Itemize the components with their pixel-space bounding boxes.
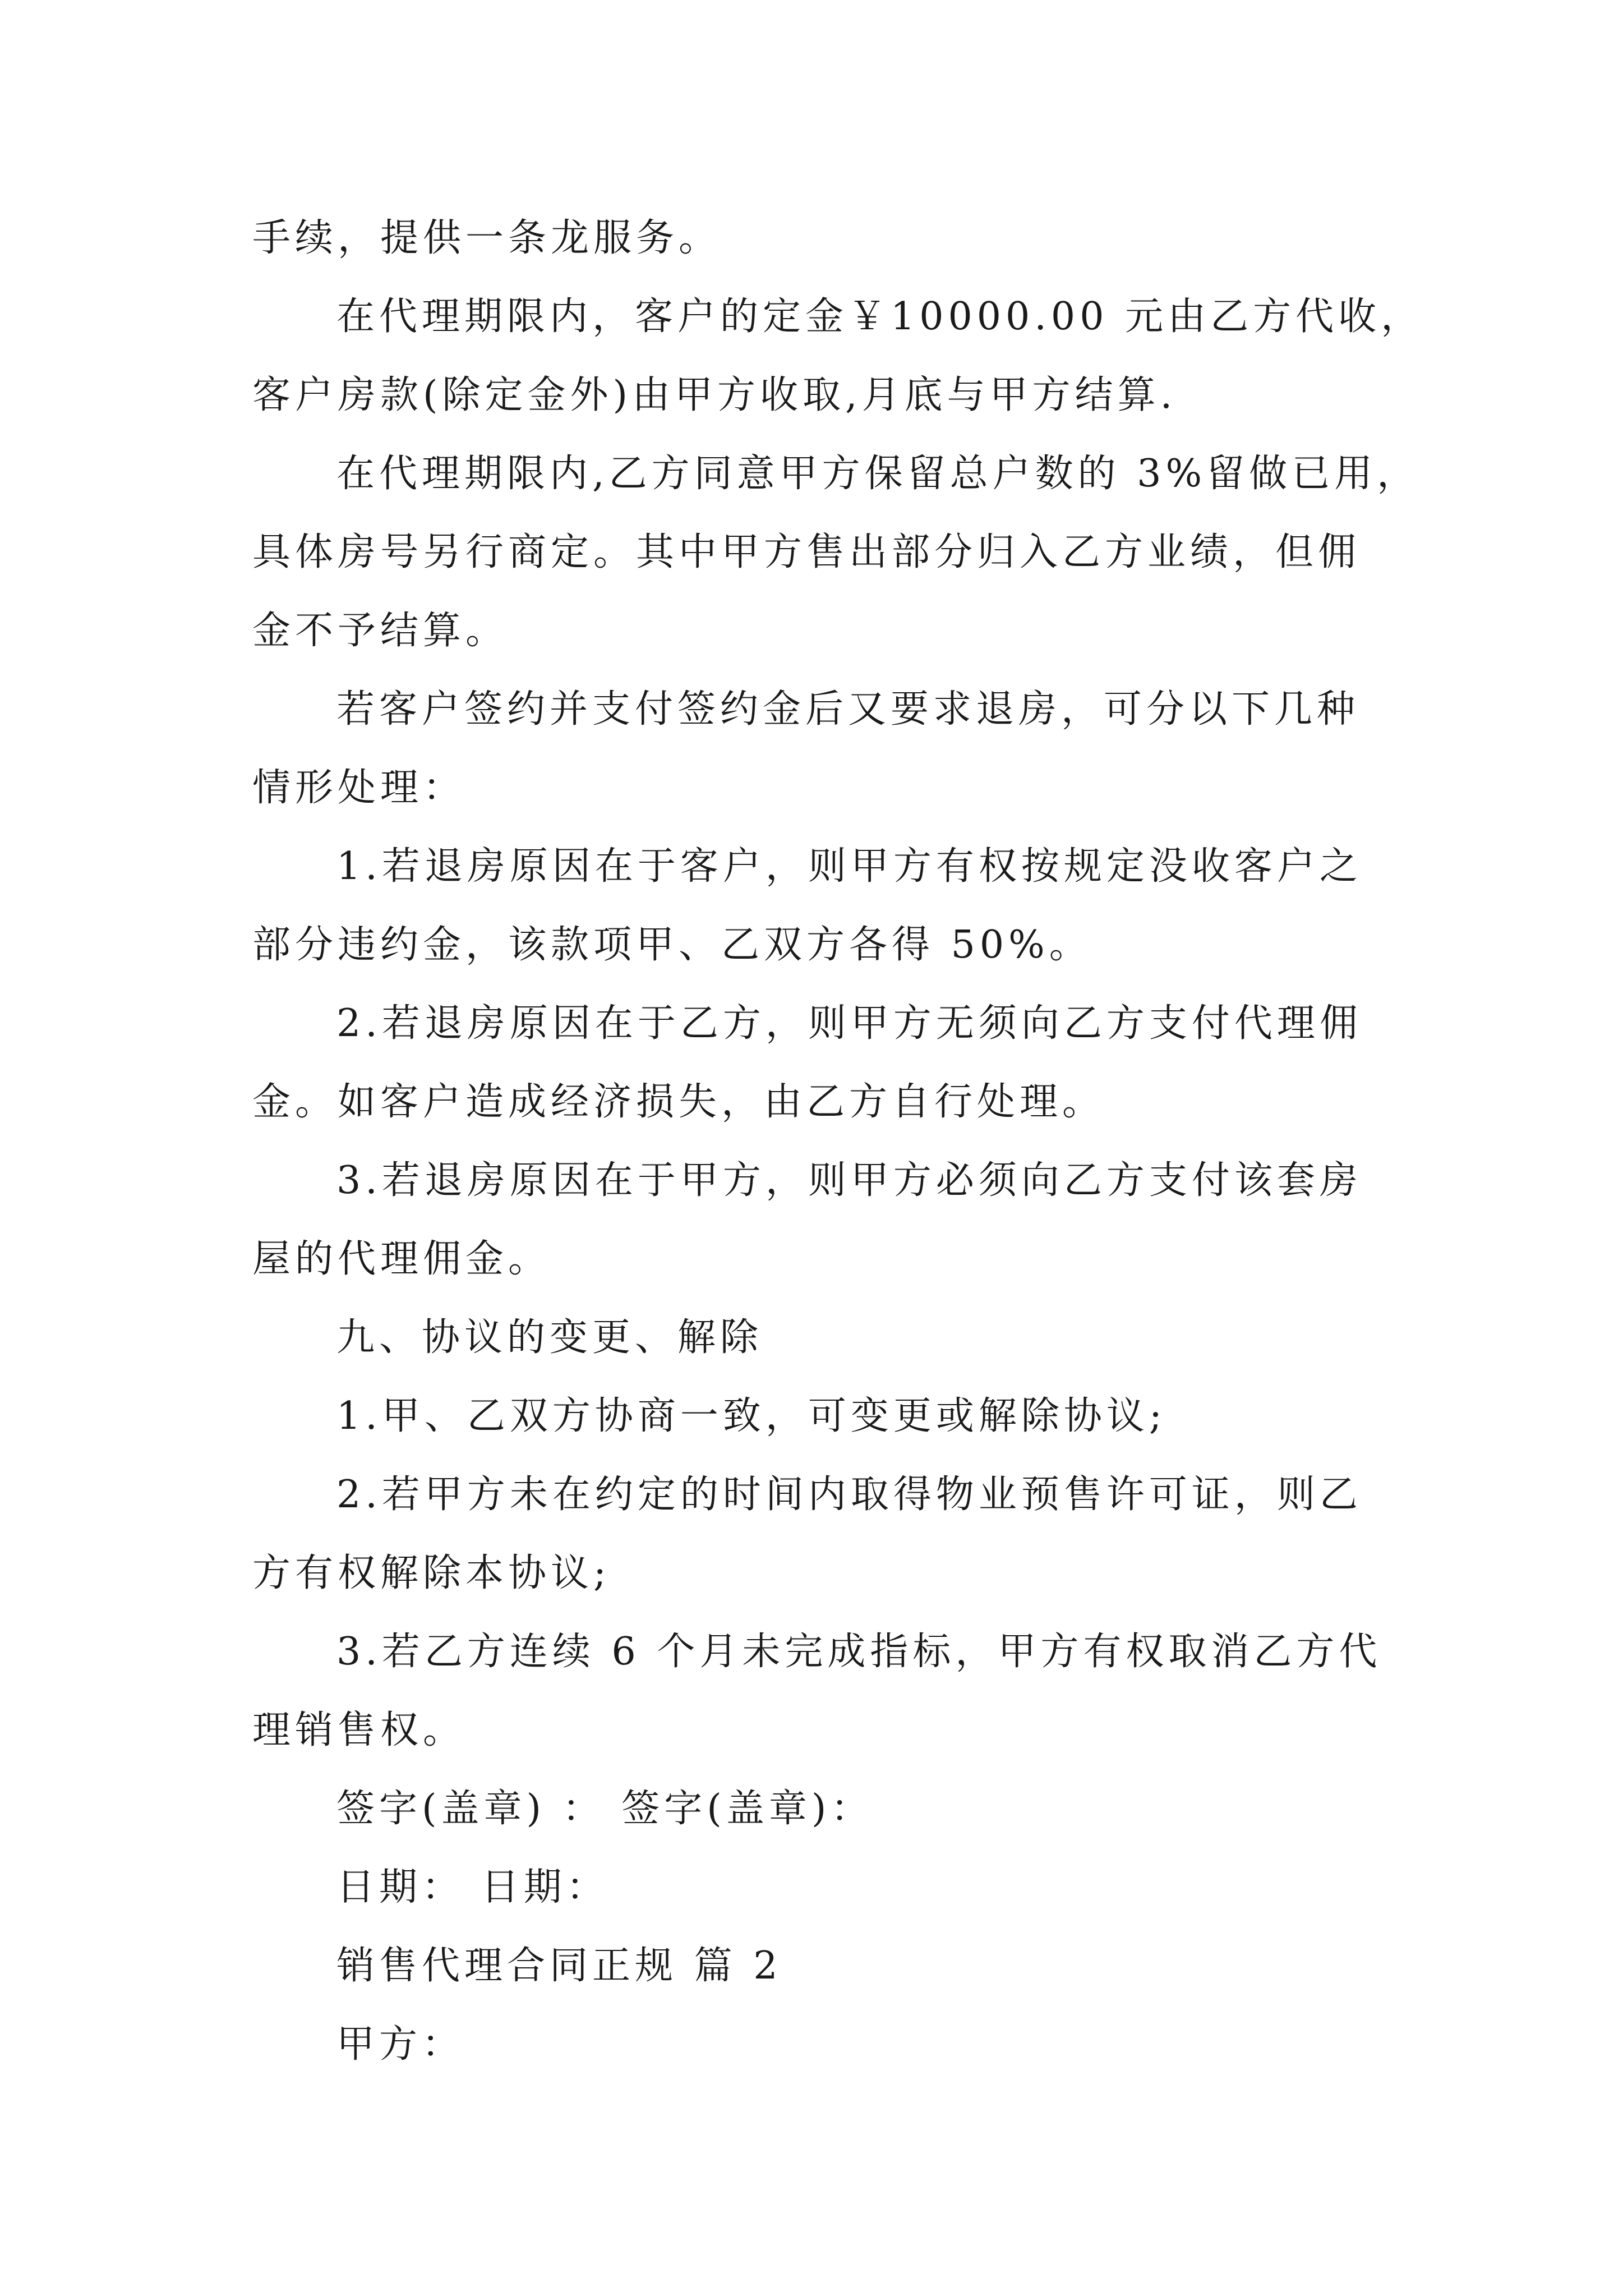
text-line: 客户房款(除定金外)由甲方收取,月底与甲方结算.	[252, 373, 1177, 417]
text-line: 2.若退房原因在于乙方，则甲方无须向乙方支付代理佣	[336, 1001, 1362, 1046]
text-line: 具体房号另行商定。其中甲方售出部分归入乙方业绩，但佣	[252, 530, 1361, 574]
date-line: 日期： 日期：	[336, 1865, 609, 1910]
text-line: 屋的代理佣金。	[252, 1237, 551, 1281]
text-line: 情形处理：	[252, 766, 466, 810]
text-line: 手续，提供一条龙服务。	[252, 216, 722, 260]
party-a-label: 甲方：	[336, 2022, 465, 2067]
text-line: 1.甲、乙双方协商一致，可变更或解除协议;	[336, 1394, 1166, 1438]
text-line: 在代理期限内,乙方同意甲方保留总户数的 3%留做已用，	[336, 452, 1420, 496]
text-line: 部分违约金，该款项甲、乙双方各得 50%。	[252, 923, 1092, 967]
text-line: 2.若甲方未在约定的时间内取得物业预售许可证，则乙	[336, 1473, 1362, 1517]
text-line: 3.若退房原因在于甲方，则甲方必须向乙方支付该套房	[336, 1158, 1362, 1203]
text-line: 若客户签约并支付签约金后又要求退房，可分以下几种	[336, 687, 1360, 731]
text-line: 1.若退房原因在于客户，则甲方有权按规定没收客户之	[336, 844, 1362, 889]
section-heading: 九、协议的变更、解除	[336, 1315, 763, 1360]
text-line: 3.若乙方连续 6 个月未完成指标，甲方有权取消乙方代	[336, 1630, 1382, 1674]
text-line: 金不予结算。	[252, 609, 509, 653]
text-line: 在代理期限内，客户的定金￥10000.00 元由乙方代收，	[336, 295, 1424, 339]
text-line: 金。如客户造成经济损失，由乙方自行处理。	[252, 1080, 1105, 1124]
signature-line: 签字(盖章) ： 签字(盖章)：	[336, 1787, 874, 1831]
contract-title: 销售代理合同正规 篇 2	[336, 1944, 782, 1988]
text-line: 方有权解除本协议;	[252, 1551, 611, 1595]
text-line: 理销售权。	[252, 1708, 466, 1752]
